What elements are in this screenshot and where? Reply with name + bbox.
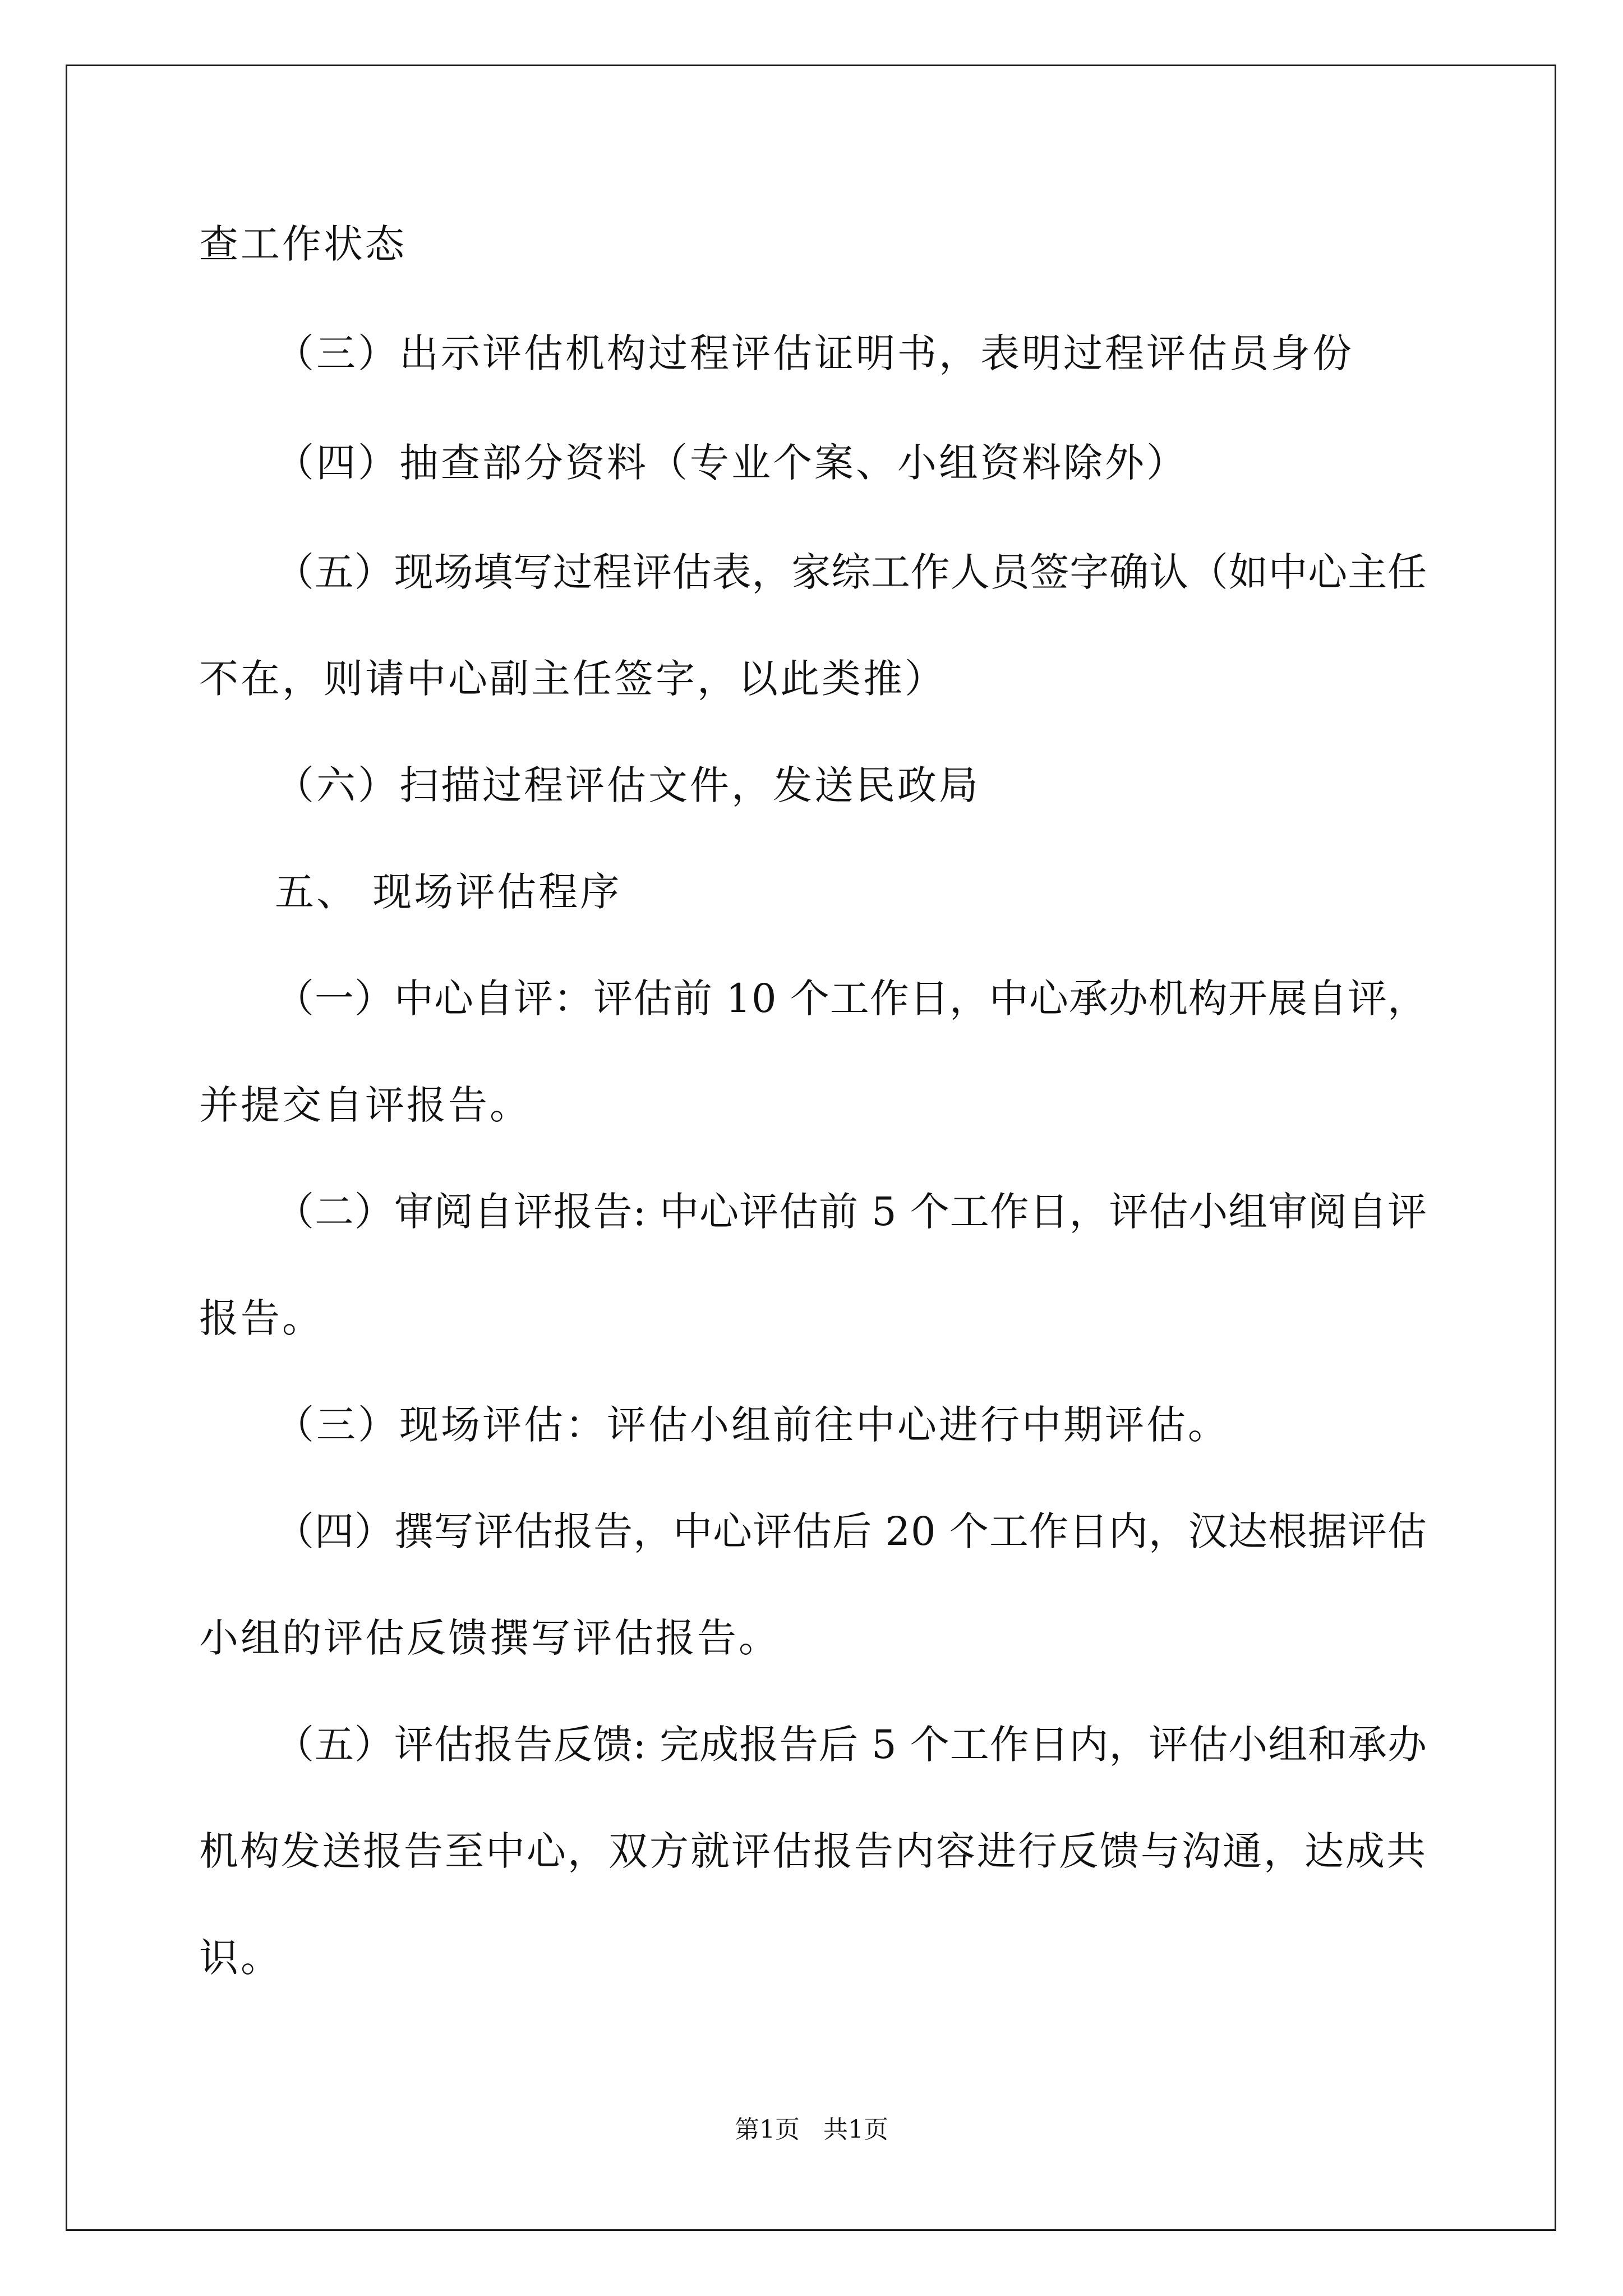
text-line-10: （二）审阅自评报告: 中心评估前 5 个工作日，评估小组审阅自评 bbox=[275, 1189, 1427, 1235]
text-line-17: 识。 bbox=[199, 1935, 282, 1981]
text-line-4: （五）现场填写过程评估表，家综工作人员签字确认（如中心主任 bbox=[275, 549, 1427, 595]
page-footer: 第1页 共1页 bbox=[735, 2115, 888, 2144]
text-line-12: （三）现场评估：评估小组前往中心进行中期评估。 bbox=[275, 1402, 1229, 1448]
text-line-2: （三）出示评估机构过程评估证明书，表明过程评估员身份 bbox=[275, 330, 1354, 376]
text-line-3: （四）抽查部分资料（专业个案、小组资料除外） bbox=[275, 440, 1188, 486]
section-heading: 五、 现场评估程序 bbox=[275, 869, 622, 915]
text-line-11: 报告。 bbox=[199, 1295, 324, 1341]
text-line-14: 小组的评估反馈撰写评估报告。 bbox=[199, 1615, 780, 1661]
text-line-9: 并提交自评报告。 bbox=[199, 1082, 531, 1128]
text-line-8: （一）中心自评：评估前 10 个工作日，中心承办机构开展自评， bbox=[275, 976, 1427, 1022]
text-line-6: （六）扫描过程评估文件，发送民政局 bbox=[275, 762, 980, 808]
page-border bbox=[66, 65, 1556, 2231]
text-line-13: （四）撰写评估报告，中心评估后 20 个工作日内，汉达根据评估 bbox=[275, 1508, 1427, 1554]
text-line-15: （五）评估报告反馈: 完成报告后 5 个工作日内，评估小组和承办 bbox=[275, 1722, 1427, 1768]
text-line-16: 机构发送报告至中心，双方就评估报告内容进行反馈与沟通，达成共 bbox=[199, 1828, 1427, 1874]
text-line-1: 查工作状态 bbox=[199, 221, 407, 267]
text-line-5: 不在，则请中心副主任签字，以此类推） bbox=[199, 656, 946, 702]
